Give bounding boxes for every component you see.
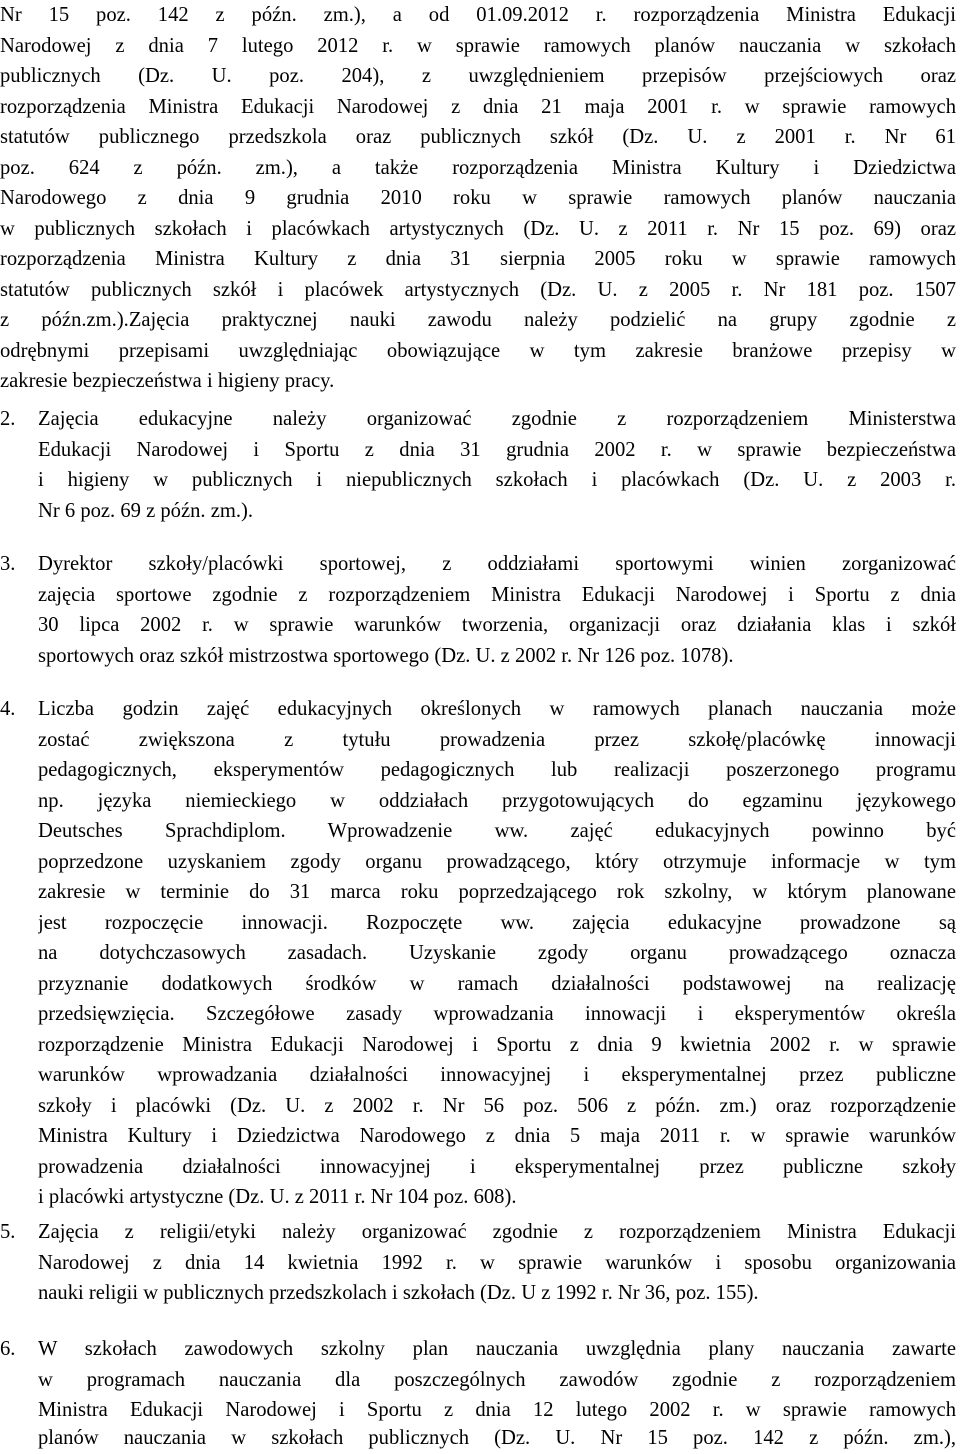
item-number: 5.	[0, 1221, 16, 1243]
text-line: poprzedzone uzyskaniem zgody organu prowadzącego, który otrzymuje informacje w tym	[38, 850, 956, 873]
item-number: 2.	[0, 408, 16, 430]
text-line: statutów publicznych szkół i placówek artystycznych (Dz. U. z 2005 r. Nr 181 poz. 1507	[0, 278, 956, 301]
text-line: Liczba godzin zajęć edukacyjnych określonych w ramowych planach nauczania może	[38, 698, 956, 720]
text-line: Zajęcia z religii/etyki należy organizować zgodnie z rozporządzeniem Ministra Edukacji	[38, 1221, 956, 1243]
text-line: w programach nauczania dla poszczególnych zawodów zgodnie z rozporządzeniem	[38, 1368, 956, 1391]
text-line: Nr 15 poz. 142 z późn. zm.), a od 01.09.2012 r. rozporządzenia Ministra Edukacji	[0, 4, 956, 26]
text-line: 30 lipca 2002 r. w sprawie warunków tworzenia, organizacji oraz działania klas i szkół	[38, 614, 956, 636]
text-line: prowadzenia działalności innowacyjnej i eksperymentalnej przez publiczne szkoły	[38, 1155, 956, 1178]
text-line: zakresie w terminie do 31 marca roku poprzedzającego rok szkolny, w którym planowane	[38, 881, 956, 903]
text-line: Ministra Edukacji Narodowej i Sportu z dnia 12 lutego 2002 r. w sprawie ramowych	[38, 1399, 956, 1421]
text-line: zakresie bezpieczeństwa i higieny pracy.	[0, 370, 335, 392]
text-line: jest rozpoczęcie innowacji. Rozpoczęte ww. zajęcia edukacyjne prowadzone są	[38, 911, 956, 934]
text-line: sportowych oraz szkół mistrzostwa sportowego (Dz. U. z 2002 r. Nr 126 poz. 1078).	[38, 644, 734, 667]
text-line: Nr 6 poz. 69 z późn. zm.).	[38, 499, 254, 522]
text-line: odrębnymi przepisami uwzględniając obowiązujące w tym zakresie branżowe przepisy w	[0, 339, 956, 362]
text-line: poz. 624 z późn. zm.), a także rozporządzenia Ministra Kultury i Dziedzictwa	[0, 156, 956, 179]
text-line: szkoły i placówki (Dz. U. z 2002 r. Nr 56 poz. 506 z późn. zm.) oraz rozporządzenie	[38, 1094, 956, 1117]
text-line: np. języka niemieckiego w oddziałach przygotowujących do egzaminu językowego	[38, 789, 956, 812]
text-line: przyznanie dodatkowych środków w ramach działalności podstawowej na realizację	[38, 972, 956, 995]
text-line: Deutsches Sprachdiplom. Wprowadzenie ww. zajęć edukacyjnych powinno być	[38, 820, 956, 842]
text-line: Ministra Kultury i Dziedzictwa Narodowego z dnia 5 maja 2011 r. w sprawie warunków	[38, 1125, 956, 1147]
text-line: i higieny w publicznych i niepublicznych szkołach i placówkach (Dz. U. z 2003 r.	[38, 469, 956, 491]
text-line: pedagogicznych, eksperymentów pedagogicznych lub realizacji poszerzonego programu	[38, 759, 956, 781]
text-line: z późn.zm.).Zajęcia praktycznej nauki zawodu należy podzielić na grupy zgodnie z	[0, 309, 956, 331]
text-line: Zajęcia edukacyjne należy organizować zgodnie z rozporządzeniem Ministerstwa	[38, 408, 956, 430]
item-number: 4.	[0, 698, 16, 720]
text-line: planów nauczania w szkołach publicznych (Dz. U. Nr 15 poz. 142 z późn. zm.),	[38, 1427, 956, 1449]
item-number: 6.	[0, 1338, 16, 1360]
text-line: nauki religii w publicznych przedszkolach i szkołach (Dz. U z 1992 r. Nr 36, poz. 155).	[38, 1282, 759, 1304]
text-line: Edukacji Narodowej i Sportu z dnia 31 grudnia 2002 r. w sprawie bezpieczeństwa	[38, 438, 956, 461]
text-line: Narodowej z dnia 14 kwietnia 1992 r. w sprawie warunków i sposobu organizowania	[38, 1251, 956, 1274]
text-line: Narodowego z dnia 9 grudnia 2010 roku w sprawie ramowych planów nauczania	[0, 187, 956, 209]
text-line: Narodowej z dnia 7 lutego 2012 r. w sprawie ramowych planów nauczania w szkołach	[0, 34, 956, 57]
text-line: rozporządzenie Ministra Edukacji Narodowej i Sportu z dnia 9 kwietnia 2002 r. w sprawie	[38, 1033, 956, 1056]
text-line: rozporządzenia Ministra Kultury z dnia 31 sierpnia 2005 roku w sprawie ramowych	[0, 248, 956, 270]
text-line: i placówki artystyczne (Dz. U. z 2011 r. Nr 104 poz. 608).	[38, 1186, 517, 1208]
text-line: zajęcia sportowe zgodnie z rozporządzeniem Ministra Edukacji Narodowej i Sportu z dnia	[38, 583, 956, 606]
text-line: publicznych (Dz. U. poz. 204), z uwzględnieniem przepisów przejściowych oraz	[0, 65, 956, 87]
text-line: statutów publicznego przedszkola oraz publicznych szkół (Dz. U. z 2001 r. Nr 61	[0, 126, 956, 148]
text-line: w publicznych szkołach i placówkach artystycznych (Dz. U. z 2011 r. Nr 15 poz. 69) oraz	[0, 217, 956, 240]
item-number: 3.	[0, 553, 16, 575]
text-line: na dotychczasowych zasadach. Uzyskanie zgody organu prowadzącego oznacza	[38, 942, 956, 964]
text-line: W szkołach zawodowych szkolny plan nauczania uwzględnia plany nauczania zawarte	[38, 1338, 956, 1360]
text-line: zostać zwiększona z tytułu prowadzenia przez szkołę/placówkę innowacji	[38, 728, 956, 751]
text-line: warunków wprowadzania działalności innowacyjnej i eksperymentalnej przez publiczne	[38, 1064, 956, 1086]
text-line: rozporządzenia Ministra Edukacji Narodowej z dnia 21 maja 2001 r. w sprawie ramowych	[0, 95, 956, 118]
text-line: przedsięwzięcia. Szczegółowe zasady wprowadzania innowacji i eksperymentów określa	[38, 1003, 956, 1025]
text-line: Dyrektor szkoły/placówki sportowej, z oddziałami sportowymi winien zorganizować	[38, 553, 956, 575]
